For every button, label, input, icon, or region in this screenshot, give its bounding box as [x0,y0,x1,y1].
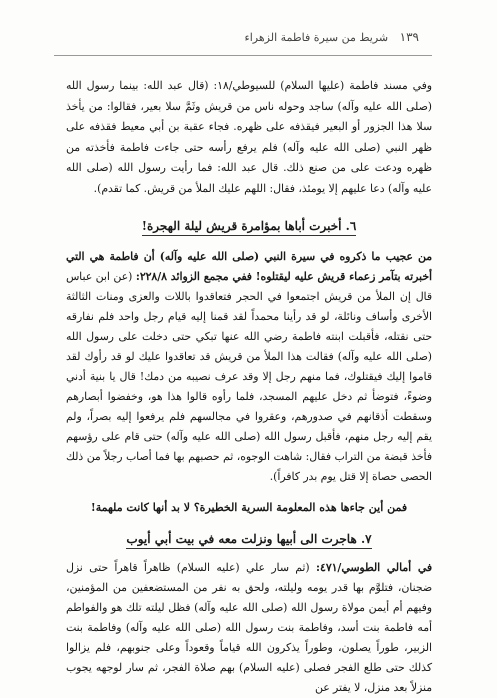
paragraph-hijra-plot [66,247,432,487]
page-body [66,76,432,698]
paragraph-amali-tusi [66,558,432,698]
paragraph-hijra-lead: من عجيب ما ذكروه في سيرة النبي (صلى الله عليه وآله) أن فاطمة هي التي أخبرته بتآمر زعماء قريش عليه ليقتلوه! ففي مجمع الزوائد ٢٢٨/٨: [66,250,432,283]
running-header [245,30,419,44]
paragraph-musnad-fatima: وفي مسند فاطمة (عليها السلام) للسيوطي/١٨: (قال عبد الله: بينما رسول الله (صلى الله عليه وآله) ساجد وحوله ناس من قريش وثَمَّ سلا بعير، فقالوا: من يأخذ سلا هذا الجزور أو البعير فيقذفه على ظهره. فجاء عقبة بن أبي معيط فقذفه على ظهر النبي (صلى الله عليه وآله) فلم يرفع رأسه حتى جاءت فاطمة فأخذته من ظهره ودعت على من صنع ذلك. قال عبد الله: فما رأيت رسول الله (صلى الله عليه وآله) دعا عليهم إلا يومئذ، فقال: اللهم عليك الملأ من قريش. كما تقدم). [66,79,432,195]
paragraph-amali-body: (ثم سار علي (عليه السلام) ظاهراً قاهراً حتى نزل ضجنان، فتلوَّم بها قدر يومه وليلته، ولحق به نفر من المستضعفين من المؤمنين، وفيهم أم أيمن مولاة رسول الله (صلى الله عليه وآله) فظل ليلته تلك هو والفواطم أمه فاطمة بنت أسد، وفاطمة بنت رسول الله (صلى الله عليه وآله) وفاطمة بنت الزبير، طوراً يصلون، وطوراً يذكرون الله قياماً وقعوداً وعلى جنوبهم، فلم يزالوا كذلك حتى طلع الفجر فصلى (عليه السلام) بهم صلاة الفجر، ثم سار لوجهه يجوب منزلاً بعد منزل، لا يفتر عن [66,561,432,694]
section-heading-6-text: ٦. أخبرت أباها بمؤامرة قريش ليلة الهجرة! [142,219,357,236]
header-rule [54,55,432,56]
paragraph-hijra-body: (عن ابن عباس قال إن الملأ من قريش اجتمعوا في الحجر فتعاقدوا باللات والعزى ومنات الثالثة الأخرى وأساف ونائلة، لو قد رأينا محمداً لقد قمنا إليه قيام رجل واحد فلم نفارقه حتى نقتله، فأقبلت ابنته فاطمة رضي الله عنها تبكي حتى دخلت على رسول الله (صلى الله عليه وآله) فقالت هذا الملأ من قريش قد تعاقدوا عليك لو قد رأوك لقد قاموا إليك فيقتلوك، فما منهم رجل إلا وقد عرف نصيبه من دمك! قال يا بنية أدني وضوءً، فتوضأ ثم دخل عليهم المسجد، فلما رأوه قالوا هذا هو، وخفضوا أبصارهم وسقطت أذقانهم في صدورهم، وعقروا في مجالسهم فلم يرفعوا إليه بصراً، ولم يقم إليه رجل منهم، فأقبل رسول الله (صلى الله عليه وآله) حتى قام على رؤسهم فأخذ قبضة من التراب فقال: شاهت الوجوه، ثم حصبهم بها فما أصاب رجلاً من ذلك الحصى حصاة إلا قتل يوم بدر كافراً). [66,270,432,483]
paragraph-amali-lead: في أمالي الطوسي/٤٧١: [316,561,433,574]
running-title: شريط من سيرة فاطمة الزهراء [244,31,389,44]
inspired-question: فمن أين جاءها هذه المعلومة السرية الخطيرة؟ لا بد أنها كانت ملهمة! [90,501,408,514]
page-header [0,0,497,58]
section-heading-7 [66,532,432,546]
section-heading-6 [66,219,432,233]
page-number: ١٣٩ [399,30,419,44]
section-heading-7-text: ٧. هاجرت الى أبيها ونزلت معه في بيت أبي أيوب [126,532,371,549]
